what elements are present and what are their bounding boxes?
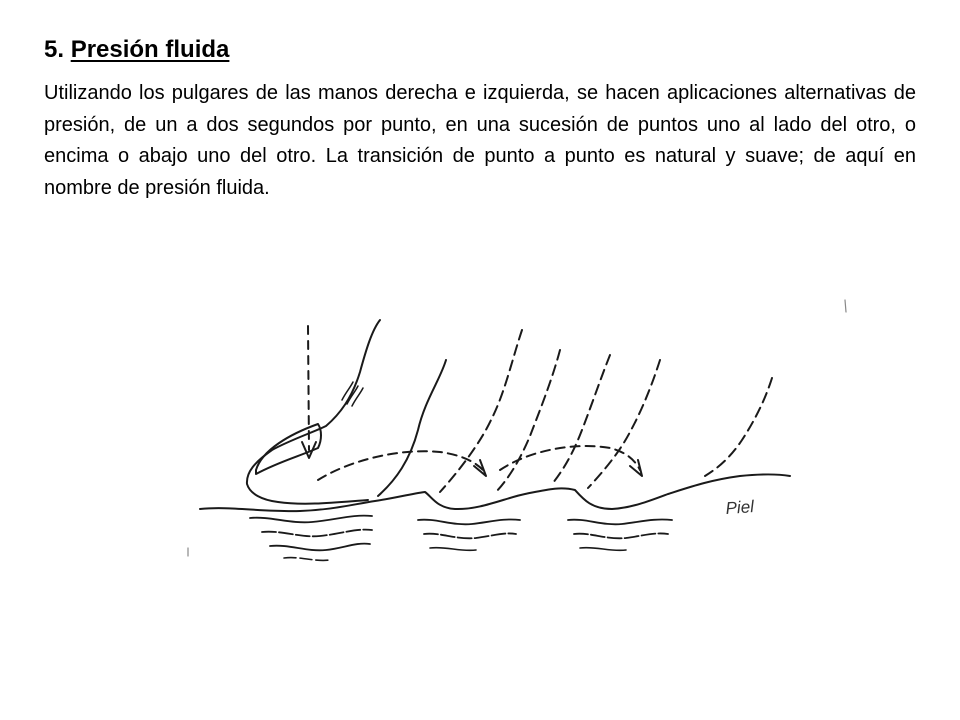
tissue-wave xyxy=(262,530,372,537)
slide-title xyxy=(44,32,229,68)
fourth-thumb-outline xyxy=(705,378,772,476)
third-thumb-back xyxy=(588,360,660,488)
title-number: 5. xyxy=(44,36,65,63)
tissue-wave xyxy=(424,533,516,538)
title-text: Presión fluida xyxy=(70,36,230,63)
tissue-wave xyxy=(574,533,668,538)
tissue-wave xyxy=(580,548,626,551)
tissue-wave xyxy=(250,516,372,523)
thumb-pressure-drawing xyxy=(180,292,860,592)
thumb-back-line xyxy=(378,360,446,496)
stray-mark xyxy=(845,300,846,312)
tissue-wave xyxy=(568,519,672,524)
skin-surface-line xyxy=(200,475,790,512)
tissue-wave xyxy=(270,544,370,551)
skin-label: Piel xyxy=(724,497,755,518)
body-paragraph: Utilizando los pulgares de las manos derecha e izquierda, se hacen aplicaciones alternativas de presión, de un a dos segundos por punto, en una sucesión de puntos uno al lado del otro, o encima o abajo uno del otro. La transición de punto a punto es natural y suave; de aquí en nombre de presión fluida. xyxy=(44,82,916,199)
pressure-direction-line xyxy=(308,326,309,450)
second-thumb-back xyxy=(494,350,560,494)
tissue-wave xyxy=(430,548,476,551)
third-thumb-outline xyxy=(552,355,610,484)
tissue-wave xyxy=(418,519,520,524)
tissue-wave xyxy=(284,558,330,561)
thumb-outline xyxy=(247,320,380,504)
transition-arrow-1 xyxy=(318,451,483,480)
thumb-pressure-illustration xyxy=(180,292,860,592)
